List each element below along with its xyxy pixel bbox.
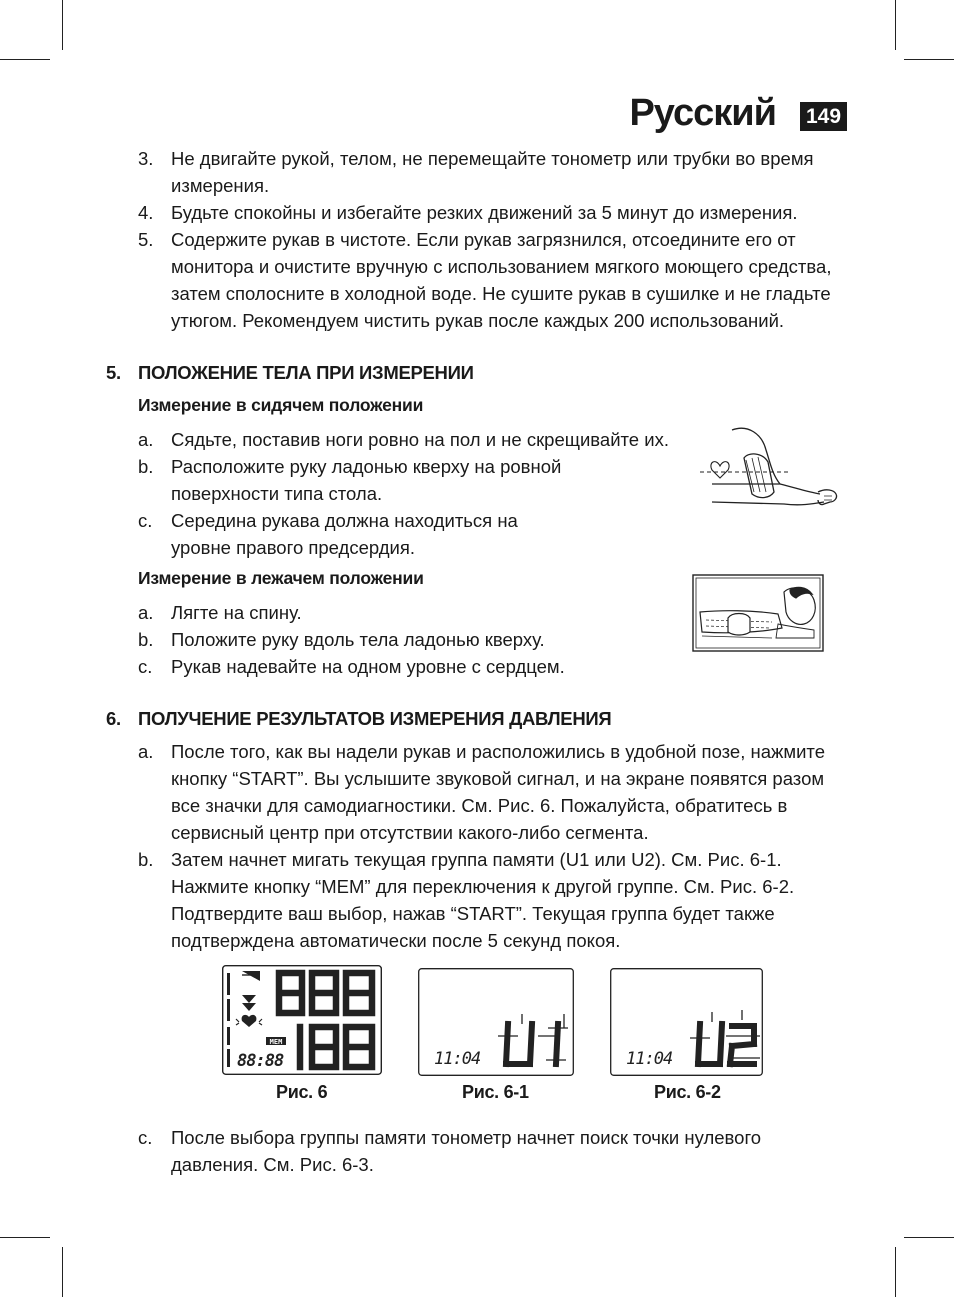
section-heading [106, 708, 611, 730]
section6-list [138, 738, 850, 954]
list-marker: c. [138, 1127, 153, 1148]
list-marker: b. [138, 456, 154, 477]
list-marker: b. [138, 629, 154, 650]
crop-mark [62, 0, 63, 50]
list-marker: c. [138, 510, 153, 531]
section6-list-continued [138, 1124, 850, 1178]
sitting-arm-illustration [700, 422, 845, 517]
section-number: 5. [106, 362, 121, 383]
lcd-figure-6-1 [418, 968, 574, 1076]
list-text: Будьте спокойны и избегайте резких движений за 5 минут до измерения. [171, 202, 798, 223]
section-title: ПОЛУЧЕНИЕ РЕЗУЛЬТАТОВ ИЗМЕРЕНИЯ ДАВЛЕНИЯ [138, 708, 612, 729]
list-item [138, 846, 850, 954]
crop-mark [895, 1247, 896, 1297]
list-text: Лягте на спину. [171, 602, 302, 623]
list-item [138, 738, 850, 846]
list-text: Середина рукава должна находиться на уровне правого предсердия. [171, 510, 518, 558]
list-marker: c. [138, 656, 153, 677]
list-text: Расположите руку ладонью кверху на ровной поверхности типа стола. [171, 456, 562, 504]
mem-indicator: MEM [269, 1038, 283, 1046]
list-text: Затем начнет мигать текущая группа памяти (U1 или U2). См. Рис. 6-1. Нажмите кнопку “MEM” для переключения к другой группе. См. Рис. 6-2. Подтвердите ваш выбор, нажав “START”. Текущая группа будет также подтверждена автоматически после 5 секунд покоя. [171, 849, 795, 951]
crop-mark [62, 1247, 63, 1297]
lcd-time: 88:88 [237, 1051, 284, 1071]
list-text: Сядьте, поставив ноги ровно на пол и не скрещивайте их. [171, 429, 669, 450]
list-marker: a. [138, 741, 154, 762]
intro-list [138, 145, 850, 334]
crop-mark [0, 59, 50, 60]
lcd-segments-top-row [279, 973, 372, 1013]
list-marker: 5. [138, 229, 154, 250]
list-text: Рукав надевайте на одном уровне с сердцем. [171, 656, 565, 677]
section-heading [106, 362, 474, 384]
list-text: После того, как вы надели рукав и расположились в удобной позе, нажмите кнопку “START”. Вы услышите звуковой сигнал, и на экране появятся разом все значки для самодиагностики. См. Рис. 6. Пожалуйста, обратитесь в сервисный центр при отсутствии какого-либо сегмента. [171, 741, 825, 843]
crop-mark [0, 1237, 50, 1238]
list-item [138, 226, 850, 334]
page-number: 149 [800, 102, 847, 131]
lcd-code-u1 [506, 1024, 558, 1064]
list-text: Положите руку вдоль тела ладонью кверху. [171, 629, 545, 650]
section-number: 6. [106, 708, 121, 729]
subsection-heading: Измерение в сидячем положении [138, 395, 424, 415]
crop-mark [904, 1237, 954, 1238]
list-item [138, 145, 850, 199]
list-marker: a. [138, 602, 154, 623]
list-text: После выбора группы памяти тонометр начнет поиск точки нулевого давления. См. Рис. 6-3. [171, 1127, 762, 1175]
lying-person-illustration [692, 574, 824, 652]
list-text: Содержите рукав в чистоте. Если рукав загрязнился, отсоедините его от монитора и очистите вручную с использованием мягкого моющего средства, затем сполосните в холодной воде. Не сушите рукав в сушилке и не гладьте утюгом. Рекомендуем чистить рукав после каждых 200 использований. [171, 229, 832, 331]
crop-mark [904, 59, 954, 60]
list-item [138, 1124, 850, 1178]
list-item [138, 199, 850, 226]
lcd-segments-bottom-row [300, 1027, 372, 1067]
page-title: Русский [629, 92, 776, 134]
section-title: ПОЛОЖЕНИЕ ТЕЛА ПРИ ИЗМЕРЕНИИ [138, 362, 474, 383]
lcd-time: 11:04 [626, 1049, 673, 1069]
list-marker: a. [138, 429, 154, 450]
figure-caption: Рис. 6 [276, 1082, 328, 1102]
lcd-figure-6 [222, 965, 382, 1075]
list-text: Не двигайте рукой, телом, не перемещайте тонометр или трубки во время измерения. [171, 148, 814, 196]
lcd-figure-6-2 [610, 968, 763, 1076]
list-marker: 4. [138, 202, 154, 223]
crop-mark [895, 0, 896, 50]
subsection-heading: Измерение в лежачем положении [138, 568, 424, 588]
list-marker: 3. [138, 148, 154, 169]
list-marker: b. [138, 849, 154, 870]
figure-caption: Рис. 6-2 [654, 1082, 721, 1102]
lcd-time: 11:04 [434, 1049, 481, 1069]
figure-caption: Рис. 6-1 [462, 1082, 529, 1102]
list-item [138, 653, 850, 680]
